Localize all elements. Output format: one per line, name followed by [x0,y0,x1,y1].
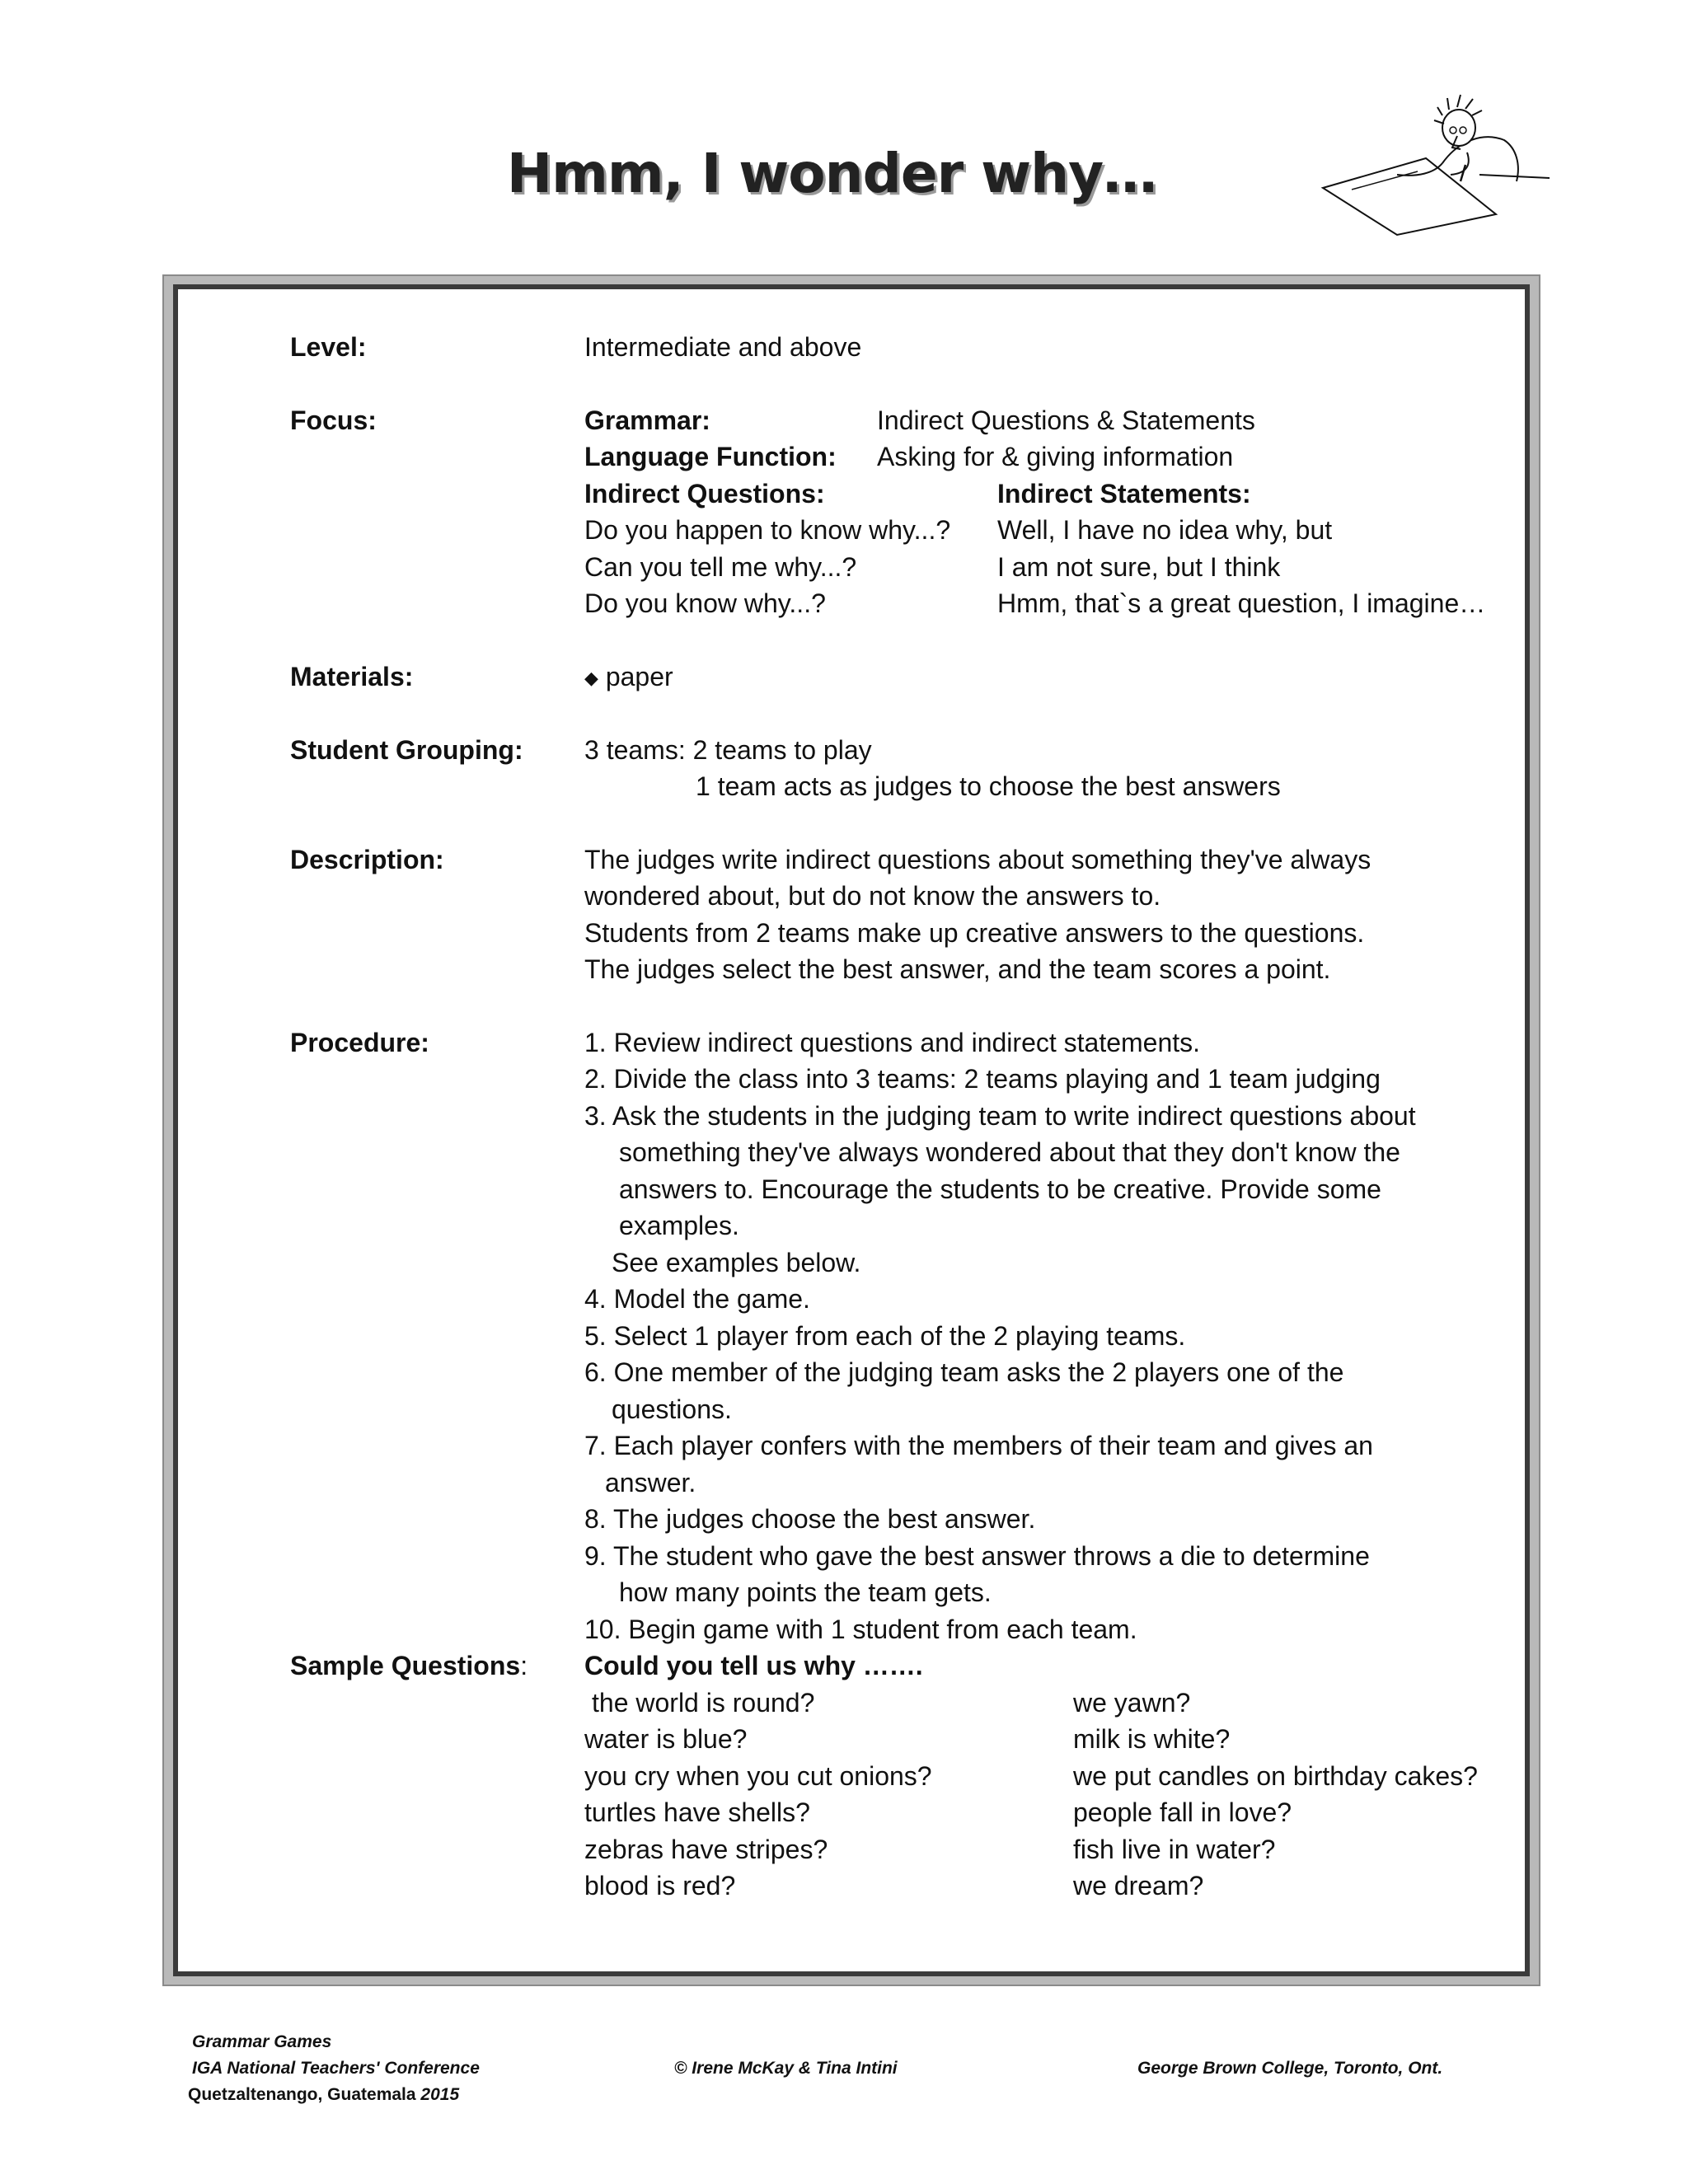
footer-year: 2015 [420,2085,460,2104]
title-text: Hmm, I wonder why… [506,142,1157,205]
sample-questions-heading: Could you tell us why ……. [584,1651,923,1680]
sample-questions-label-text: Sample Questions [290,1651,521,1680]
grouping-line: 3 teams: 2 teams to play [584,735,872,765]
sample-question: turtles have shells? [584,1797,810,1827]
level-value: Intermediate and above [584,332,862,362]
description-line: wondered about, but do not know the answers to. [584,881,1161,911]
procedure-step: answer. [605,1468,696,1497]
procedure-step: 1. Review indirect questions and indirect statements. [584,1028,1201,1057]
procedure-label: Procedure: [290,1028,429,1057]
indirect-statement: Well, I have no idea why, but [997,515,1333,545]
description-label: Description: [290,845,444,874]
materials-item [584,658,673,697]
procedure-step: 10. Begin game with 1 student from each team. [584,1615,1137,1644]
description-line: The judges write indirect questions about something they've always [584,845,1372,874]
procedure-step: 9. The student who gave the best answer throws a die to determine [584,1541,1370,1571]
sample-questions-label [290,1647,528,1685]
indirect-questions-heading: Indirect Questions: [584,479,825,509]
diamond-bullet-icon: ◆ [584,668,598,688]
procedure-step: 6. One member of the judging team asks the 2 players one of the [584,1357,1344,1387]
indirect-statements-heading: Indirect Statements: [997,479,1251,509]
sample-questions-colon: : [520,1651,528,1680]
thinking-man-illustration [1319,82,1550,239]
procedure-step: 4. Model the game. [584,1284,810,1314]
procedure-step: questions. [612,1394,732,1424]
procedure-step: answers to. Encourage the students to be creative. Provide some [619,1174,1381,1204]
sample-question: water is blue? [584,1724,748,1754]
materials-label: Materials: [290,662,414,691]
grouping-line: 1 team acts as judges to choose the best answers [696,771,1281,801]
footer-conference: IGA National Teachers' Conference [192,2059,480,2078]
sample-question: zebras have stripes? [584,1835,828,1864]
grammar-label: Grammar: [584,405,710,435]
grouping-label: Student Grouping: [290,735,523,765]
indirect-question: Do you happen to know why...? [584,515,951,545]
description-line: The judges select the best answer, and the team scores a point. [584,954,1331,984]
indirect-statement: I am not sure, but I think [997,552,1281,582]
procedure-step: how many points the team gets. [619,1577,992,1607]
sample-question: milk is white? [1073,1724,1231,1754]
language-function-value: Asking for & giving information [877,442,1234,471]
indirect-question: Do you know why...? [584,588,826,618]
language-function-label: Language Function: [584,442,837,471]
sample-question: you cry when you cut onions? [584,1761,932,1791]
sample-question: the world is round? [592,1688,815,1718]
procedure-step: See examples below. [612,1248,861,1277]
sample-question: we dream? [1073,1871,1204,1900]
procedure-step: 7. Each player confers with the members of their team and gives an [584,1431,1373,1460]
grammar-value: Indirect Questions & Statements [877,405,1255,435]
materials-value: paper [605,662,673,691]
footer-college: George Brown College, Toronto, Ont. [1137,2059,1443,2078]
sample-question: people fall in love? [1073,1797,1292,1827]
procedure-step: something they've always wondered about that they don't know the [619,1137,1400,1167]
level-label: Level: [290,332,367,362]
footer-authors: © Irene McKay & Tina Intini [674,2059,898,2078]
description-line: Students from 2 teams make up creative answers to the questions. [584,918,1365,948]
footer-location-text: Quetzaltenango, Guatemala [188,2085,421,2104]
procedure-step: 3. Ask the students in the judging team to write indirect questions about [584,1101,1416,1131]
procedure-step: 5. Select 1 player from each of the 2 playing teams. [584,1321,1186,1351]
focus-label: Focus: [290,405,377,435]
procedure-step: 8. The judges choose the best answer. [584,1504,1036,1534]
footer-location [188,2085,459,2105]
procedure-step: 2. Divide the class into 3 teams: 2 teams playing and 1 team judging [584,1064,1381,1094]
footer-series: Grammar Games [192,2032,332,2051]
sample-question: we put candles on birthday cakes? [1073,1761,1478,1791]
sample-question: blood is red? [584,1871,736,1900]
sample-question: fish live in water? [1073,1835,1276,1864]
indirect-question: Can you tell me why...? [584,552,857,582]
sample-question: we yawn? [1073,1688,1191,1718]
indirect-statement: Hmm, that`s a great question, I imagine… [997,588,1486,618]
procedure-step: examples. [619,1211,739,1240]
